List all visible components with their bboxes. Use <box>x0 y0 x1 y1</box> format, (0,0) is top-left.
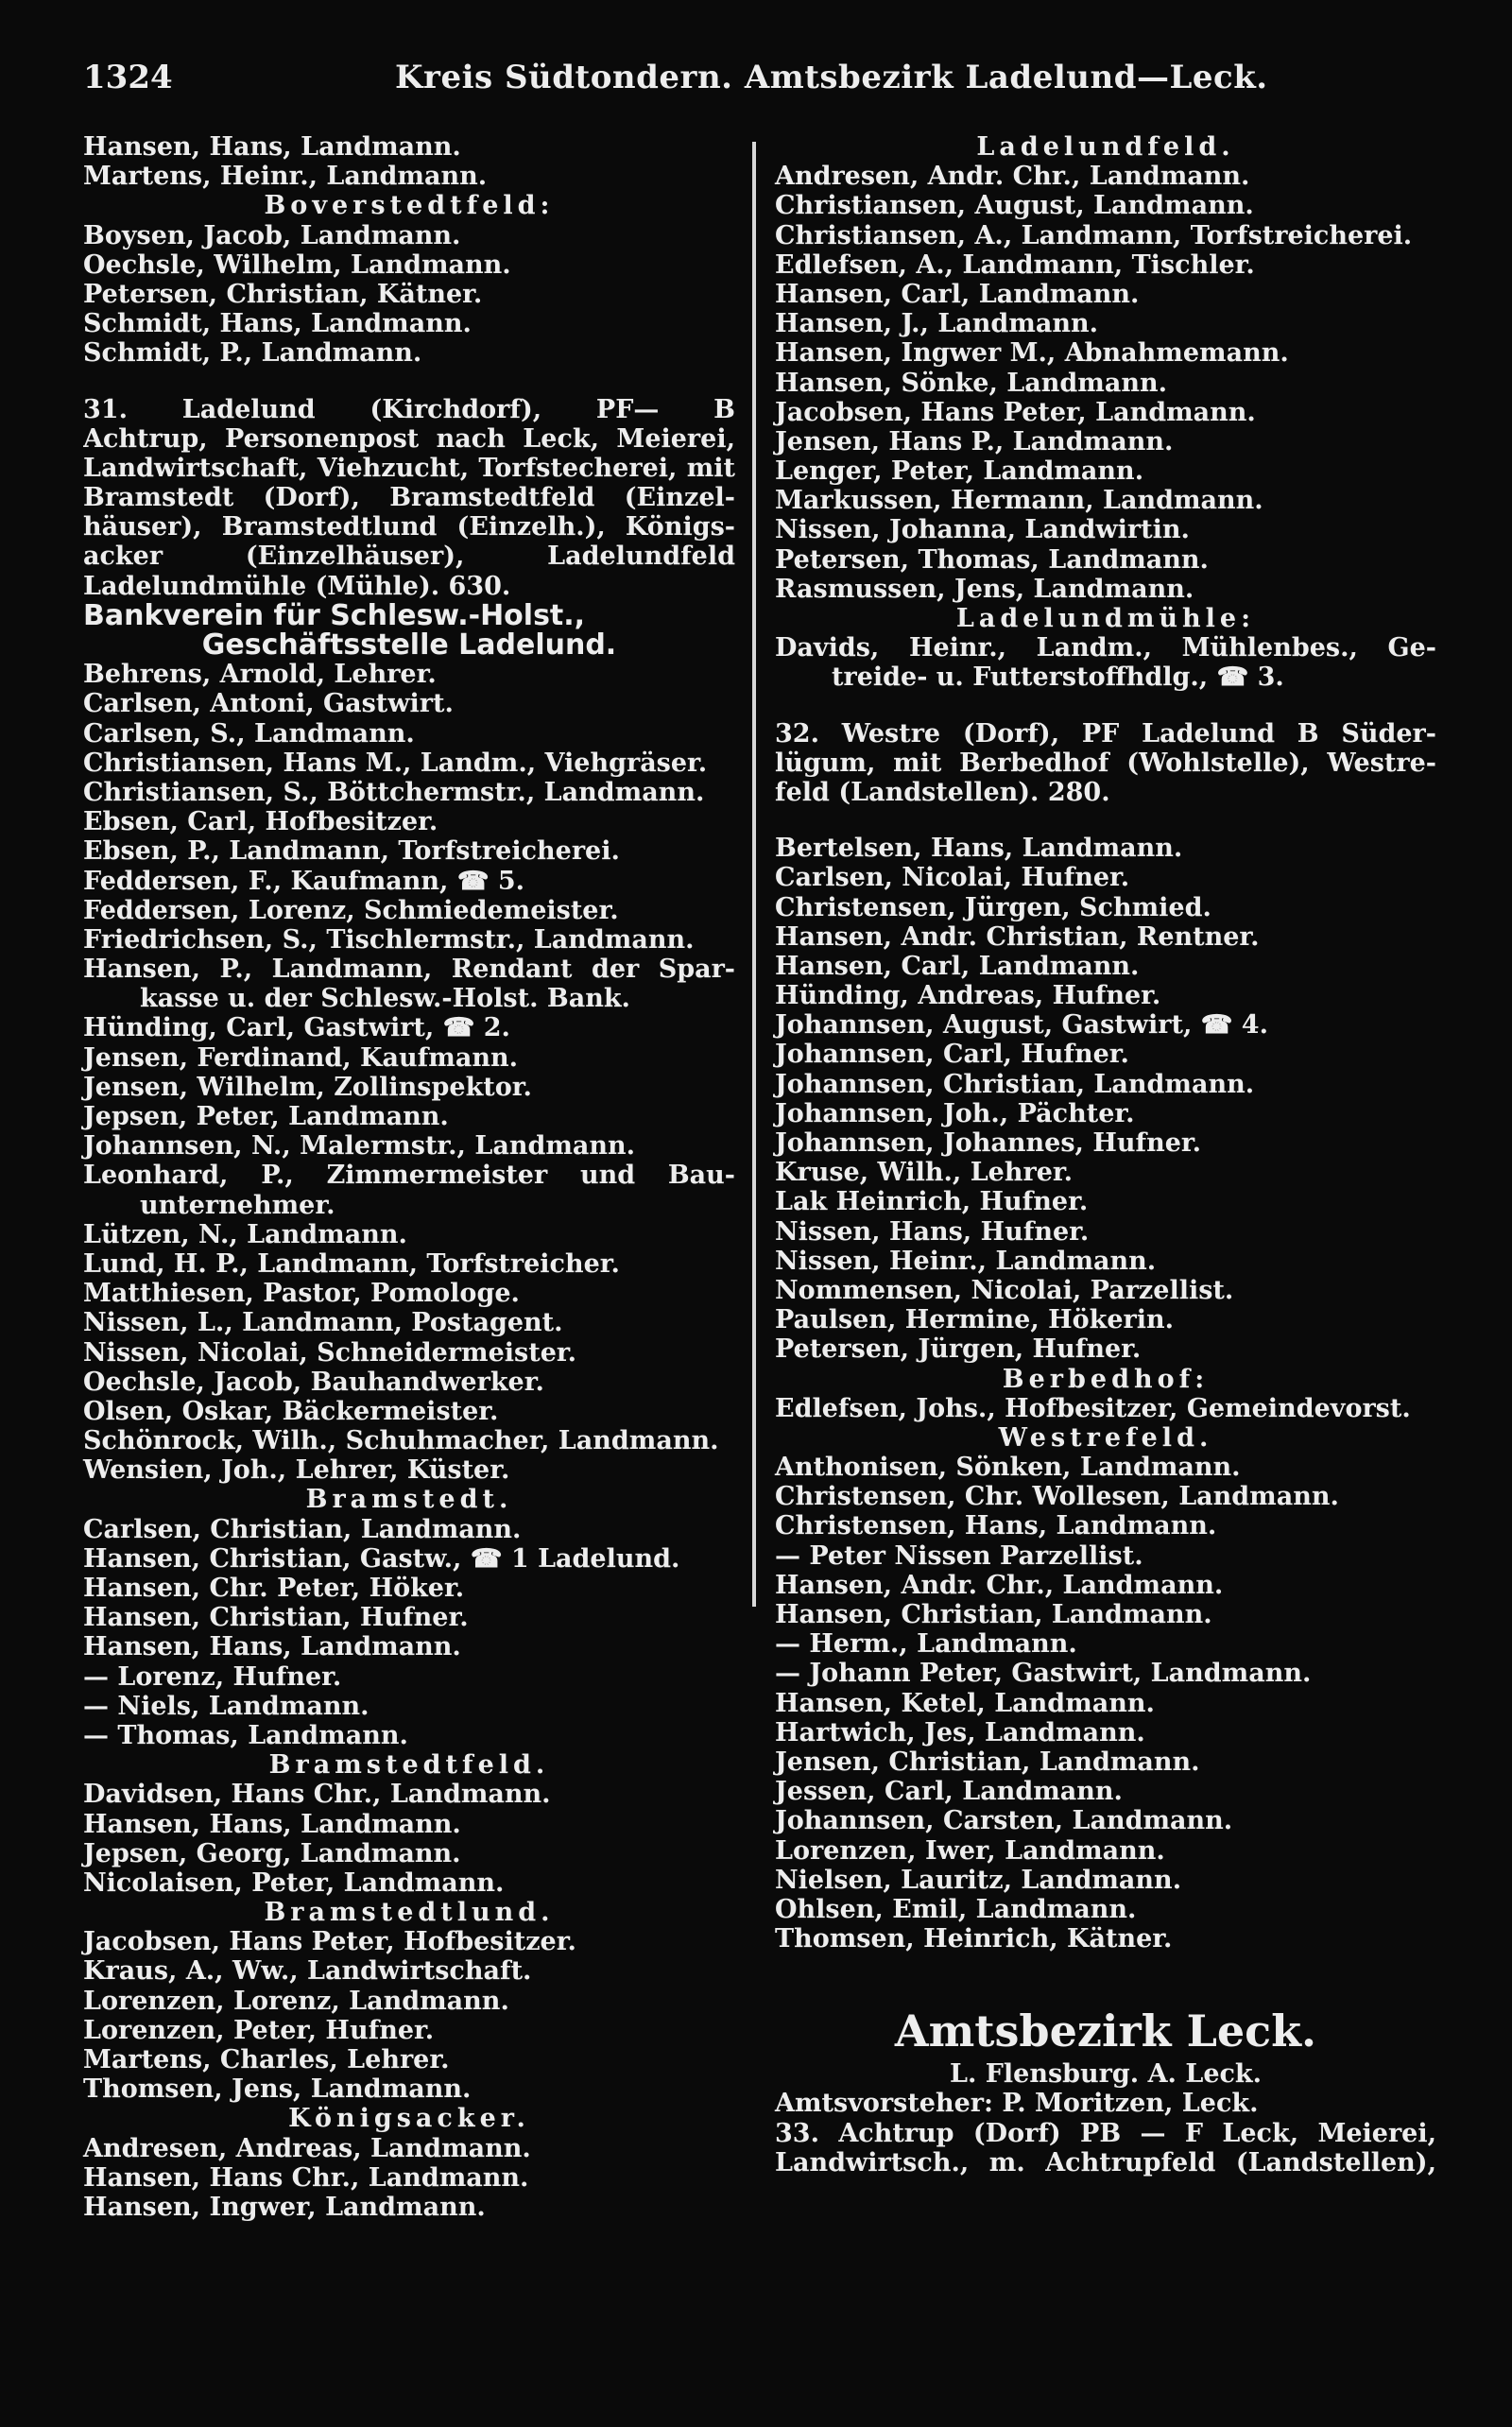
directory-entry: Christiansen, S., Böttchermstr., Landmann. <box>83 777 705 807</box>
directory-entry: Ebsen, Carl, Hofbesitzer. <box>83 807 438 837</box>
directory-entry: Lorenzen, Peter, Hufner. <box>83 2015 435 2045</box>
directory-entry: Anthonisen, Sönken, Landmann. <box>775 1453 1241 1483</box>
directory-entry: Carlsen, Antoni, Gastwirt. <box>83 689 454 719</box>
bank-heading: Geschäftsstelle Ladelund. <box>201 628 617 662</box>
spacer <box>775 807 1436 834</box>
directory-entry: Lak Heinrich, Hufner. <box>775 1187 1089 1217</box>
directory-entry: Hansen, Christian, Gastw., ☎ 1 Ladelund. <box>83 1543 680 1574</box>
locality-heading: Bramstedt. <box>305 1485 513 1515</box>
locality-heading: Boverstedtfeld: <box>264 191 555 221</box>
directory-entry: Friedrichsen, S., Tischlermstr., Landmann. <box>83 924 695 955</box>
locality-heading: Ladelundfeld. <box>976 132 1235 162</box>
directory-entry: Christensen, Hans, Landmann. <box>775 1511 1217 1541</box>
page-title: Kreis Südtondern. Amtsbezirk Ladelund—Leck. <box>395 59 1268 96</box>
paragraph-line: lügum, mit Berbedhof (Wohlstelle), Westre- <box>775 748 1436 778</box>
directory-entry: Jacobsen, Hans Peter, Landmann. <box>775 397 1256 427</box>
paragraph-line: 31. Ladelund (Kirchdorf), PF— B <box>83 394 735 424</box>
directory-entry: Feddersen, F., Kaufmann, ☎ 5. <box>83 866 525 896</box>
directory-entry: — Lorenz, Hufner. <box>83 1661 342 1692</box>
directory-entry: Jensen, Hans P., Landmann. <box>775 426 1174 456</box>
directory-entry: Paulsen, Hermine, Hökerin. <box>775 1305 1175 1335</box>
entry-continuation: treide- u. Futterstoffhdlg., ☎ 3. <box>832 663 1284 693</box>
directory-entry: Andresen, Andreas, Landmann. <box>83 2133 531 2163</box>
directory-entry: Petersen, Jürgen, Hufner. <box>775 1334 1142 1365</box>
directory-entry: Matthiesen, Pastor, Pomologe. <box>83 1279 520 1309</box>
directory-entry: Schmidt, Hans, Landmann. <box>83 309 472 339</box>
directory-entry: Hansen, Hans, Landmann. <box>83 132 461 162</box>
paragraph-line: acker (Einzelhäuser), Ladelundfeld <box>83 542 735 572</box>
directory-entry: Johannsen, Christian, Landmann. <box>775 1069 1255 1099</box>
directory-entry: Nicolaisen, Peter, Landmann. <box>83 1868 505 1898</box>
directory-entry: Amtsvorsteher: P. Moritzen, Leck. <box>775 2089 1259 2119</box>
directory-entry: Carlsen, S., Landmann. <box>83 718 415 749</box>
entry-continuation: unternehmer. <box>140 1190 335 1220</box>
directory-entry: Thomsen, Heinrich, Kätner. <box>775 1924 1173 1954</box>
paragraph-line: Landwirtsch., m. Achtrupfeld (Landstellen), <box>775 2147 1436 2177</box>
directory-entry: Christensen, Jürgen, Schmied. <box>775 892 1211 922</box>
directory-entry: Bertelsen, Hans, Landmann. <box>775 834 1183 864</box>
directory-entry: — Herm., Landmann. <box>775 1629 1077 1660</box>
directory-entry: Martens, Charles, Lehrer. <box>83 2045 450 2074</box>
directory-entry: Hansen, Ketel, Landmann. <box>775 1688 1155 1718</box>
directory-entry: Petersen, Thomas, Landmann. <box>775 544 1209 575</box>
directory-entry: Behrens, Arnold, Lehrer. <box>83 660 437 690</box>
directory-entry: — Niels, Landmann. <box>83 1691 369 1721</box>
directory-entry: Lorenzen, Lorenz, Landmann. <box>83 1986 509 2016</box>
directory-entry: Hünding, Andreas, Hufner. <box>775 981 1161 1011</box>
paragraph-line: häuser), Bramstedtlund (Einzelh.), Königs- <box>83 512 735 542</box>
directory-entry: Martens, Heinr., Landmann. <box>83 162 488 192</box>
locality-heading: Westrefeld. <box>998 1422 1213 1453</box>
directory-entry: Johannsen, N., Malermstr., Landmann. <box>83 1131 636 1162</box>
page-header <box>83 59 1425 112</box>
directory-entry: Oechsle, Wilhelm, Landmann. <box>83 250 511 280</box>
directory-entry: Jacobsen, Hans Peter, Hofbesitzer. <box>83 1927 576 1957</box>
directory-entry: Hansen, Ingwer, Landmann. <box>83 2192 486 2222</box>
paragraph-line: Achtrup, Personenpost nach Leck, Meierei, <box>83 423 735 454</box>
directory-entry: Lützen, N., Landmann. <box>83 1219 407 1249</box>
directory-entry: Christiansen, A., Landmann, Torfstreicherei. <box>775 220 1413 250</box>
directory-entry: Ladelundmühle (Mühle). 630. <box>83 571 511 601</box>
directory-entry: — Johann Peter, Gastwirt, Landmann. <box>775 1659 1312 1689</box>
locality-heading: Bramstedtlund. <box>264 1898 555 1928</box>
directory-entry: Christiansen, Hans M., Landm., Viehgräser. <box>83 748 708 778</box>
directory-entry: Andresen, Andr. Chr., Landmann. <box>775 162 1250 192</box>
directory-entry: Olsen, Oskar, Bäckermeister. <box>83 1396 499 1426</box>
directory-entry: Johannsen, Carsten, Landmann. <box>775 1806 1233 1836</box>
directory-entry: Nommensen, Nicolai, Parzellist. <box>775 1275 1234 1305</box>
directory-entry: Rasmussen, Jens, Landmann. <box>775 574 1194 604</box>
locality-heading: Königsacker. <box>288 2104 530 2134</box>
directory-entry: Lenger, Peter, Landmann. <box>775 456 1144 487</box>
directory-entry: L. Flensburg. A. Leck. <box>949 2059 1263 2090</box>
directory-entry: Edlefsen, Johs., Hofbesitzer, Gemeindevorst. <box>775 1393 1411 1423</box>
directory-entry: Kruse, Wilh., Lehrer. <box>775 1158 1074 1188</box>
paragraph-line: 32. Westre (Dorf), PF Ladelund B Süder- <box>775 718 1436 749</box>
directory-entry: Hansen, Carl, Landmann. <box>775 951 1140 981</box>
directory-entry: Davidsen, Hans Chr., Landmann. <box>83 1780 551 1810</box>
directory-entry: Johannsen, Joh., Pächter. <box>775 1098 1135 1128</box>
left-column <box>83 132 735 2222</box>
directory-entry: Jensen, Wilhelm, Zollinspektor. <box>83 1072 532 1102</box>
bank-heading: Bankverein für Schlesw.-Holst., <box>83 598 586 632</box>
directory-entry: Hansen, Andr. Christian, Rentner. <box>775 921 1260 952</box>
paragraph-line: Hansen, P., Landmann, Rendant der Spar- <box>83 955 735 985</box>
directory-entry: Wensien, Joh., Lehrer, Küster. <box>83 1455 510 1486</box>
locality-heading: Berbedhof: <box>1002 1364 1210 1394</box>
directory-entry: Lorenzen, Iwer, Landmann. <box>775 1835 1165 1866</box>
directory-entry: feld (Landstellen). 280. <box>775 777 1110 807</box>
locality-heading: Ladelundmühle: <box>955 604 1256 633</box>
directory-entry: Schmidt, P., Landmann. <box>83 338 422 369</box>
spacer <box>83 369 735 395</box>
directory-entry: Boysen, Jacob, Landmann. <box>83 220 461 250</box>
directory-entry: Jensen, Christian, Landmann. <box>775 1747 1200 1777</box>
directory-entry: Carlsen, Christian, Landmann. <box>83 1514 522 1544</box>
directory-entry: Jensen, Ferdinand, Kaufmann. <box>83 1042 518 1073</box>
directory-entry: — Peter Nissen Parzellist. <box>775 1541 1143 1571</box>
directory-entry: Johannsen, Carl, Hufner. <box>775 1040 1129 1070</box>
directory-entry: Christensen, Chr. Wollesen, Landmann. <box>775 1482 1339 1512</box>
paragraph-line: 33. Achtrup (Dorf) PB — F Leck, Meierei, <box>775 2118 1436 2148</box>
directory-entry: Jessen, Carl, Landmann. <box>775 1777 1123 1807</box>
directory-entry: — Thomas, Landmann. <box>83 1720 408 1750</box>
directory-entry: Hansen, Christian, Hufner. <box>83 1603 469 1633</box>
paragraph-line: Bramstedt (Dorf), Bramstedtfeld (Einzel- <box>83 483 735 513</box>
directory-entry: Petersen, Christian, Kätner. <box>83 279 483 309</box>
directory-entry: Hansen, Hans Chr., Landmann. <box>83 2162 529 2193</box>
spacer <box>775 1954 1436 2003</box>
directory-entry: Hansen, Ingwer M., Abnahmemann. <box>775 338 1289 369</box>
directory-entry: Hünding, Carl, Gastwirt, ☎ 2. <box>83 1013 510 1043</box>
directory-entry: Hansen, Andr. Chr., Landmann. <box>775 1570 1224 1600</box>
right-column <box>775 132 1436 2177</box>
directory-entry: Nissen, Hans, Hufner. <box>775 1216 1090 1247</box>
directory-entry: Oechsle, Jacob, Bauhandwerker. <box>83 1367 544 1397</box>
directory-entry: Thomsen, Jens, Landmann. <box>83 2074 472 2105</box>
directory-entry: Edlefsen, A., Landmann, Tischler. <box>775 250 1255 280</box>
directory-entry: Hansen, Hans, Landmann. <box>83 1632 461 1662</box>
directory-entry: Hansen, Chr. Peter, Höker. <box>83 1574 465 1603</box>
directory-entry: Ebsen, P., Landmann, Torfstreicherei. <box>83 836 620 867</box>
directory-entry: Ohlsen, Emil, Landmann. <box>775 1894 1137 1924</box>
directory-entry: Hansen, Sönke, Landmann. <box>775 368 1167 398</box>
page-number: 1324 <box>83 59 173 96</box>
directory-entry: Nielsen, Lauritz, Landmann. <box>775 1865 1182 1895</box>
directory-entry: Hartwich, Jes, Landmann. <box>775 1717 1145 1747</box>
spacer <box>775 693 1436 719</box>
directory-entry: Hansen, Hans, Landmann. <box>83 1809 461 1839</box>
paragraph-line: Landwirtschaft, Viehzucht, Torfstecherei, mit <box>83 453 735 483</box>
directory-entry: Christiansen, August, Landmann. <box>775 191 1254 221</box>
directory-entry: Jepsen, Georg, Landmann. <box>83 1838 461 1868</box>
district-title: Amtsbezirk Leck. <box>894 2005 1317 2057</box>
column-divider <box>752 142 756 1607</box>
paragraph-line: Davids, Heinr., Landm., Mühlenbes., Ge- <box>775 633 1436 663</box>
directory-entry: Nissen, Johanna, Landwirtin. <box>775 515 1190 545</box>
directory-entry: Hansen, Carl, Landmann. <box>775 279 1140 309</box>
directory-entry: Lund, H. P., Landmann, Torfstreicher. <box>83 1248 620 1279</box>
directory-entry: Markussen, Hermann, Landmann. <box>775 486 1263 516</box>
directory-entry: Schönrock, Wilh., Schuhmacher, Landmann. <box>83 1426 719 1456</box>
directory-entry: Nissen, Heinr., Landmann. <box>775 1246 1157 1276</box>
entry-continuation: kasse u. der Schlesw.-Holst. Bank. <box>140 984 630 1014</box>
directory-entry: Feddersen, Lorenz, Schmiedemeister. <box>83 895 619 925</box>
directory-entry: Hansen, J., Landmann. <box>775 309 1099 339</box>
directory-entry: Carlsen, Nicolai, Hufner. <box>775 863 1130 893</box>
directory-entry: Hansen, Christian, Landmann. <box>775 1600 1212 1629</box>
directory-entry: Nissen, Nicolai, Schneidermeister. <box>83 1337 577 1368</box>
directory-entry: Johannsen, Johannes, Hufner. <box>775 1128 1202 1158</box>
locality-heading: Bramstedtfeld. <box>268 1750 550 1781</box>
directory-entry: Johannsen, August, Gastwirt, ☎ 4. <box>775 1010 1268 1041</box>
directory-entry: Nissen, L., Landmann, Postagent. <box>83 1308 563 1338</box>
directory-entry: Jepsen, Peter, Landmann. <box>83 1102 449 1131</box>
directory-entry: Kraus, A., Ww., Landwirtschaft. <box>83 1956 532 1987</box>
paragraph-line: Leonhard, P., Zimmermeister und Bau- <box>83 1161 735 1191</box>
